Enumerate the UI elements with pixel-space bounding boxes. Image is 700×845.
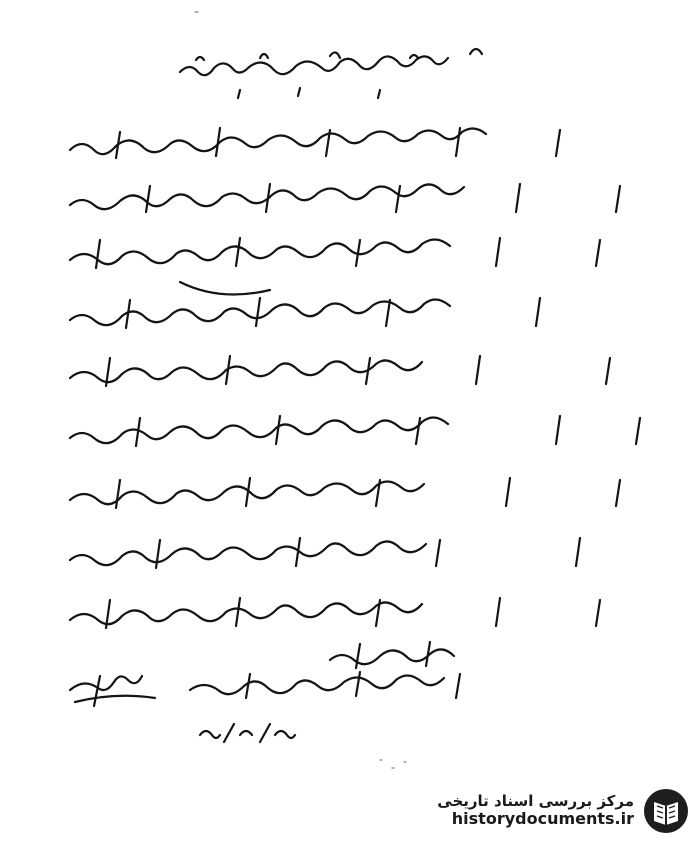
handwritten-date bbox=[200, 724, 295, 742]
watermark-url: historydocuments.ir bbox=[451, 809, 634, 829]
watermark-text bbox=[437, 793, 634, 829]
book-emblem-icon bbox=[642, 787, 690, 835]
handwritten-heading bbox=[180, 49, 482, 98]
watermark-title: مرکز بررسی اسناد تاریخی bbox=[437, 792, 634, 811]
handwritten-body bbox=[70, 128, 640, 698]
archive-watermark bbox=[400, 785, 690, 837]
handwritten-signature bbox=[70, 676, 155, 706]
